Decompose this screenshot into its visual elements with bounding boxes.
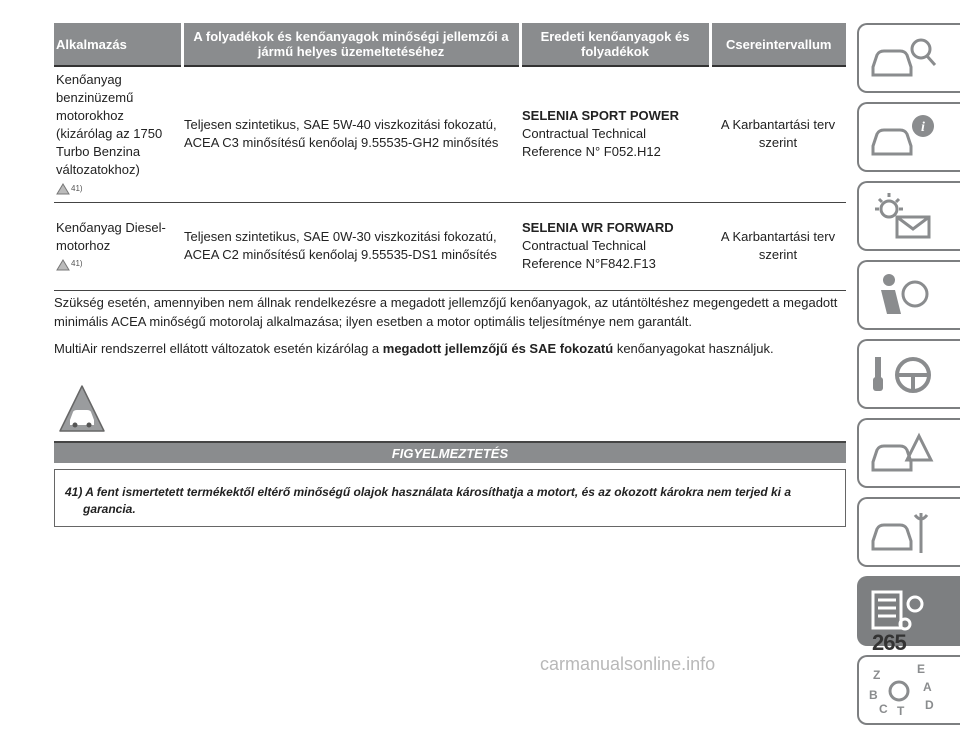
paragraph-multiair-end: kenőanyagokat használjuk. xyxy=(613,341,774,356)
header-interval: Csereintervallum xyxy=(710,23,846,66)
header-products: Eredeti kenőanyagok és folyadékok xyxy=(520,23,710,66)
reference-note: 41) xyxy=(71,259,83,269)
tab-safety[interactable] xyxy=(857,260,960,330)
product-reference: Contractual Technical Reference N° F052.H12 xyxy=(522,126,661,160)
header-application: Alkalmazás xyxy=(54,23,182,66)
tab-warning-lights[interactable] xyxy=(857,181,960,251)
cell-product xyxy=(520,66,710,202)
cell-spec: Teljesen szintetikus, SAE 0W-30 viszkozitási fokozatú, ACEA C2 minősítésű kenőolaj 9.55535-DS1 minősítés xyxy=(182,202,520,290)
svg-text:T: T xyxy=(897,704,905,718)
paragraph-substitute-oil: Szükség esetén, amennyiben nem állnak rendelkezésre a megadott jellemzőjű kenőanyagok, az utántöltéshez megengedett a megadott minimális ACEA minőségű motorolaj alkalmazása; ilyen esetben a motor optimális teljesítménye nem garantált. xyxy=(54,295,838,329)
table-row xyxy=(54,66,846,202)
cell-application xyxy=(54,202,182,290)
warning-title-bar: FIGYELMEZTETÉS xyxy=(54,441,846,463)
airbag-seat-icon xyxy=(867,268,937,323)
chapter-sidebar xyxy=(857,23,960,734)
watermark: carmanualsonline.info xyxy=(540,654,716,674)
reference-note: 41) xyxy=(71,183,83,193)
paragraph-multiair-text: MultiAir rendszerrel ellátott változatok esetén kizárólag a xyxy=(54,341,383,356)
svg-text:A: A xyxy=(923,680,932,694)
cell-interval: A Karbantartási terv szerint xyxy=(710,66,846,202)
warning-text: 41) A fent ismertetett termékektől eltérő minőségű olajok használata károsíthatja a motort, és az okozott károkra nem terjed ki a garancia. xyxy=(65,485,791,516)
tab-index[interactable] xyxy=(857,655,960,725)
car-maintenance-icon xyxy=(867,505,937,560)
tab-car-info[interactable] xyxy=(857,102,960,172)
warning-box xyxy=(54,469,846,527)
product-reference: Contractual Technical Reference N°F842.F13 xyxy=(522,238,656,272)
warning-triangle-icon xyxy=(56,183,70,195)
application-text: Kenőanyag benzinüzemű motorokhoz (kizárólag az 1750 Turbo Benzina változatokhoz) xyxy=(56,72,163,177)
paragraph-multiair-bold: megadott jellemzőjű és SAE fokozatú xyxy=(382,341,614,356)
cell-spec: Teljesen szintetikus, SAE 5W-40 viszkozitási fokozatú, ACEA C3 minősítésű kenőolaj 9.55535-GH2 minősítés xyxy=(182,66,520,202)
alphabetical-index-icon xyxy=(867,663,937,718)
tab-car-search[interactable] xyxy=(857,23,960,93)
application-text: Kenőanyag Diesel-motorhoz xyxy=(56,219,166,253)
product-name: SELENIA WR FORWARD xyxy=(522,220,674,236)
warning-triangle-icon xyxy=(56,259,70,271)
tab-starting-driving[interactable] xyxy=(857,339,960,409)
lubricant-table-container xyxy=(54,23,846,291)
product-name: SELENIA SPORT POWER xyxy=(522,108,679,124)
paragraph-multiair xyxy=(54,339,846,358)
tab-emergency[interactable] xyxy=(857,418,960,488)
header-spec: A folyadékok és kenőanyagok minőségi jellemzői a jármű helyes üzemeltetéséhez xyxy=(182,23,520,66)
car-info-icon xyxy=(867,110,937,165)
svg-text:E: E xyxy=(917,663,926,676)
warning-light-message-icon xyxy=(867,189,937,244)
key-steering-wheel-icon xyxy=(867,347,937,402)
car-search-icon xyxy=(867,31,937,86)
page-number: 265 xyxy=(872,630,906,655)
warning-car-icon xyxy=(58,384,106,434)
svg-text:C: C xyxy=(879,702,888,716)
cell-interval: A Karbantartási terv szerint xyxy=(710,202,846,290)
svg-text:B: B xyxy=(869,688,878,702)
lubricant-table xyxy=(54,23,846,291)
table-row xyxy=(54,202,846,290)
svg-text:i: i xyxy=(921,120,925,135)
cell-product xyxy=(520,202,710,290)
svg-text:Z: Z xyxy=(873,668,881,682)
cell-application xyxy=(54,66,182,202)
table-header-row xyxy=(54,23,846,66)
tab-maintenance[interactable] xyxy=(857,497,960,567)
svg-text:D: D xyxy=(925,698,934,712)
car-emergency-icon xyxy=(867,426,937,481)
